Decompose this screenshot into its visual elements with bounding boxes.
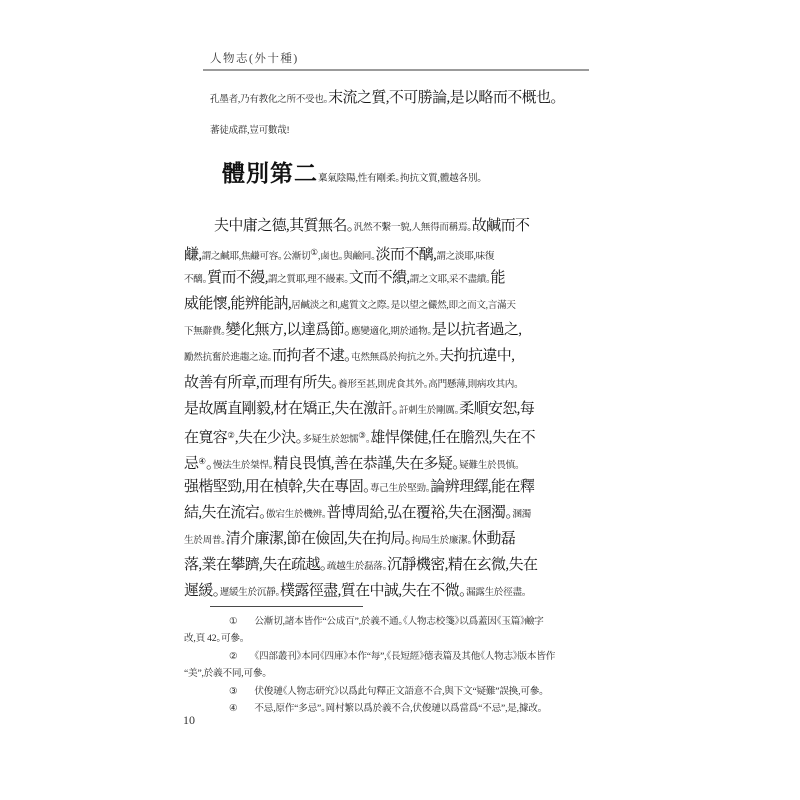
commentary-text-segment: 專己生於堅勁。	[370, 482, 431, 494]
main-text-segment: 是以抗者過之,	[431, 322, 522, 339]
main-text-segment: 能	[490, 270, 505, 287]
footnote-ref-marker: ①	[310, 247, 319, 258]
text-line	[184, 552, 624, 578]
footnote-first-line	[184, 648, 614, 665]
commentary-text-segment: 疑難生於畏慎。	[459, 459, 520, 471]
running-header-title: 人物志(外十種)	[210, 53, 299, 65]
main-text-segment: 在寬容	[184, 429, 228, 446]
chapter-body-text	[184, 213, 624, 604]
text-line	[184, 474, 624, 500]
main-text-segment: 變化無方,以達爲節。	[225, 322, 351, 339]
text-line	[184, 370, 624, 396]
footnote-text: 伏俊璉《人物志研究》以爲此句釋正文語意不合,與下文“疑難”誤換,可參。	[254, 685, 544, 697]
commentary-text-segment: 傲宕生於機辨。	[266, 509, 327, 521]
main-text-segment: 精良畏慎,善在恭謹,失在多疑。	[273, 455, 460, 472]
main-text-segment: 樸露徑盡,質在中誠,失在不微。	[279, 583, 466, 600]
text-line	[184, 317, 624, 343]
footnote-ref-marker: ②	[227, 429, 235, 440]
main-text-segment: 夫拘抗違中,	[439, 348, 515, 365]
main-text-segment: 文而不繢,	[348, 270, 410, 287]
commentary-text-segment: 謂之淡耶,味復	[436, 251, 495, 263]
main-text-segment: 清介廉潔,節在儉固,失在拘局。	[225, 531, 412, 548]
commentary-text-segment: 謂之文耶,采不盡繢。	[409, 274, 491, 286]
main-text-segment: 强楷堅勁,用在楨幹,失在專固。	[184, 478, 371, 495]
chapter-title-annotation: 稟氣陰陽,性有剛柔。拘抗文質,體越各別。	[318, 173, 482, 184]
commentary-text-segment: 謂之鹹耶,焦鹻可容。公漸切	[201, 251, 311, 263]
footnote-ref-marker: ④	[198, 455, 207, 466]
text-line	[184, 343, 624, 369]
commentary-text-segment: 蕃徒成群,豈可數哉!	[210, 125, 290, 136]
main-text-segment: 鹻,	[184, 247, 202, 264]
main-text-segment: 威能懷,能辨能訥,	[184, 296, 292, 313]
text-line	[210, 82, 610, 113]
commentary-text-segment: 慢法生於桀悍。	[212, 459, 274, 471]
text-line	[184, 422, 624, 448]
text-line	[184, 500, 624, 526]
main-text-segment: 而拘者不逮。	[272, 348, 352, 365]
text-line	[210, 113, 610, 144]
footnote-text: 《四部叢刊》本同《四庫》本作“每”,《長短經》德表篇及其他《人物志》版本皆作	[254, 650, 556, 662]
chapter-heading	[222, 155, 482, 188]
page-number: 10	[183, 713, 195, 727]
main-text-segment: ,失在少決。	[234, 429, 303, 446]
main-text-segment: 結,失在流宕。	[184, 505, 267, 522]
footnote-text: 改,頁 42。可參。	[184, 633, 245, 645]
header-rule	[203, 69, 589, 71]
footnote-number: ②	[229, 650, 238, 662]
footnote-text: “美”,於義不同,可參。	[184, 668, 267, 680]
main-text-segment: 落,業在攀躋,失在疏越。	[184, 557, 327, 574]
commentary-text-segment: ,鹵也。與鹼同。	[318, 251, 376, 263]
text-line	[184, 396, 624, 422]
footnote-number: ④	[229, 702, 238, 714]
footnote-first-line	[184, 700, 614, 717]
commentary-text-segment: 下無辭費。	[184, 326, 226, 338]
text-line	[184, 239, 624, 265]
footnote-ref-marker: ③	[358, 429, 366, 440]
text-line	[184, 448, 624, 474]
footnote-text: 不忌,原作“多忌”。岡村繁以爲於義不合,伏俊璉以爲當爲“不忌”,是,據改。	[254, 702, 543, 714]
main-text-segment: 忌	[184, 455, 199, 472]
footnote-first-line	[184, 683, 614, 700]
main-text-segment: 沉靜機密,精在玄微,失在	[387, 557, 538, 574]
main-text-segment: 柔順安恕,每	[459, 400, 535, 417]
commentary-text-segment: 訐刺生於剛厲。	[398, 404, 460, 416]
main-text-segment: 夫中庸之德,其質無名。	[214, 218, 354, 234]
commentary-text-segment: 居鹹淡之和,處質文之際。是以望之儼然,即之而文,言滿天	[291, 300, 516, 312]
footnote-separator-rule	[210, 606, 363, 607]
commentary-text-segment: 拘局生於廉潔。	[411, 535, 472, 547]
commentary-text-segment: 孔墨者,乃有教化之所不受也。	[210, 94, 329, 105]
footnote-number: ③	[229, 685, 238, 697]
text-line	[184, 526, 624, 552]
main-text-segment: 故善有所章,而理有所失。	[184, 374, 339, 391]
main-text-segment: 質而不縵,	[207, 270, 268, 287]
main-text-segment: 故鹹而不	[471, 218, 530, 234]
main-text-segment: 遲緩。	[184, 583, 220, 600]
text-line	[184, 291, 624, 317]
commentary-text-segment: 汎然不繫一貌,人無得而稱焉。	[353, 222, 472, 233]
text-line	[184, 578, 624, 604]
footnote-continuation-line	[184, 665, 614, 682]
footnotes-block	[184, 613, 614, 717]
commentary-text-segment: 勵然抗奮於進趨之途。	[184, 352, 273, 364]
main-text-segment: 論辨理繹,能在釋	[430, 478, 535, 495]
footnote-first-line	[184, 613, 614, 630]
text-line	[184, 265, 624, 291]
main-text-segment: 普博周給,弘在覆裕,失在溷濁。	[326, 505, 513, 522]
commentary-text-segment: 遲緩生於沉靜。	[219, 587, 280, 599]
main-text-segment: 是故厲直剛毅,材在矯正,失在激訐。	[184, 400, 399, 417]
commentary-text-segment: 屯然無爲於拘抗之外。	[351, 352, 440, 364]
footnote-continuation-line	[184, 630, 614, 647]
main-text-segment: 末流之質,不可勝論,是以略而不概也。	[328, 90, 558, 106]
main-text-segment: 淡而不醨,	[375, 247, 437, 264]
main-text-segment: 。	[206, 455, 213, 472]
previous-chapter-end-block	[210, 82, 610, 144]
footnote-number: ①	[229, 616, 238, 627]
commentary-text-segment: 溷濁	[512, 509, 531, 521]
main-text-segment: 雄悍傑健,任在膽烈,失在不	[370, 429, 536, 446]
commentary-text-segment: 。	[365, 433, 371, 445]
footnote-text: 公漸切,諸本皆作“公成百”,於義不通。《人物志校箋》以爲蓋因《玉篇》鹼字	[254, 616, 544, 627]
commentary-text-segment: 養形至甚,則虎食其外。高門懸薄,則病攻其内。	[338, 378, 519, 390]
commentary-text-segment: 多疑生於恕懦	[302, 433, 359, 445]
main-text-segment: 休動磊	[471, 531, 516, 548]
commentary-text-segment: 應變適化,期於通物。	[350, 326, 432, 338]
commentary-text-segment: 謂之質耶,理不縵素。	[267, 274, 349, 286]
commentary-text-segment: 生於周普。	[184, 535, 226, 547]
commentary-text-segment: 漏露生於徑盡。	[465, 587, 527, 599]
commentary-text-segment: 疏越生於磊落。	[326, 561, 388, 573]
text-line	[184, 213, 624, 239]
commentary-text-segment: 不醨。	[184, 274, 208, 286]
chapter-title: 體別第二	[222, 161, 318, 186]
